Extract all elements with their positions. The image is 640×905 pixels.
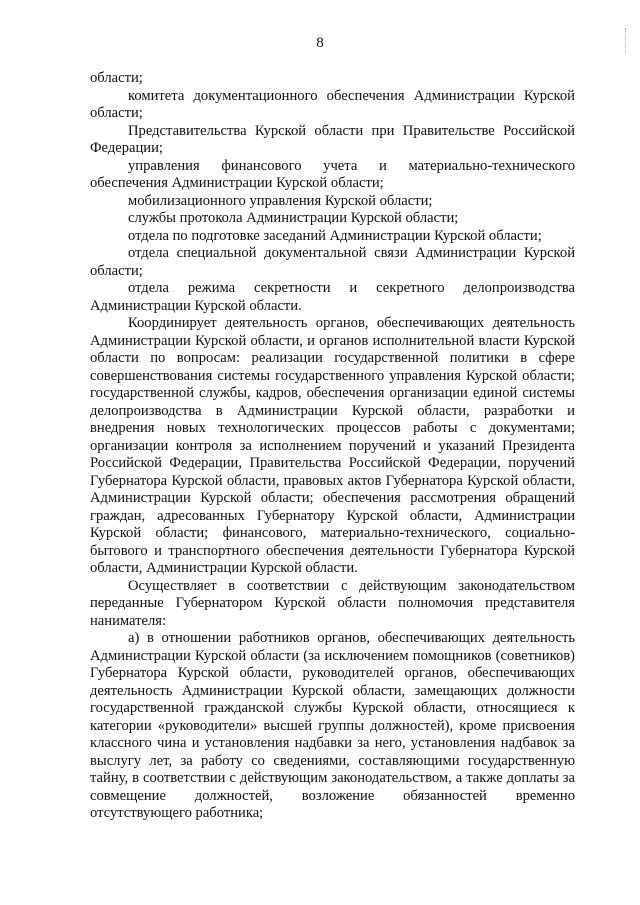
list-item-special-communication: отдела специальной документальной связи Администрации Курской области;: [90, 245, 575, 279]
paragraph-continuation: области;: [90, 70, 143, 86]
paragraph-powers-item-a: а) в отношении работников органов, обеспечивающих деятельность Администрации Курской области (за исключением помощников (советников) Губернатора Курской области, руководителей органов, обеспечивающих деятельность Администрации Курской области, замещающих должности государственной гражданской службы Курской области, относящиеся к категории «руководители» высшей группы должностей), кроме присвоения классного чина и установления надбавки за него, установления надбавок за выслугу лет, за работу со сведениями, составляющими государственную тайну, в соответствии с действующим законодательством, а также доплаты за совмещение должностей, возложение обязанностей временно отсутствующего работника;: [90, 630, 575, 821]
paragraph-powers: Осуществляет в соответствии с действующим законодательством переданные Губернатором Курской области полномочия представителя нанимателя:: [90, 577, 575, 629]
list-item-representation: Представительства Курской области при Правительстве Российской Федерации;: [90, 122, 575, 156]
list-item-protocol: службы протокола Администрации Курской области;: [128, 210, 459, 226]
list-item-committee: комитета документационного обеспечения Администрации Курской области;: [90, 87, 575, 121]
list-item-mobilization: мобилизационного управления Курской области;: [128, 192, 433, 209]
paragraph-coordination: Координирует деятельность органов, обеспечивающих деятельность Администрации Курской области, и органов исполнительной власти Курской области по вопросам: реализации государственной политики в сфере совершенствования системы государственного управления Курской области; государственной службы, кадров, обеспечения организации единой системы делопроизводства в Администрации Курской области, разработки и внедрения новых технологических процессов работы с документами; организации контроля за исполнением поручений и указаний Президента Российской Федерации, Правительства Российской Федерации, поручений Губернатора Курской области, правовых актов Губернатора Курской области, Администрации Курской области; обеспечения рассмотрения обращений граждан, адресованных Губернатору Курской области, Администрации Курской области; финансового, материально-технического, социально-бытового и транспортного обеспечения деятельности Губернатора Курской области, Администрации Курской области.: [90, 315, 575, 576]
document-body: [90, 70, 575, 823]
list-item-secrecy: отдела режима секретности и секретного делопроизводства Администрации Курской области.: [90, 280, 575, 314]
list-item-finance-department: управления финансового учета и материально-технического обеспечения Администрации Курской области;: [90, 157, 575, 191]
page-number: 8: [316, 35, 324, 51]
margin-scan-mark: [625, 28, 632, 54]
list-item-meetings: отдела по подготовке заседаний Администрации Курской области;: [128, 227, 542, 244]
